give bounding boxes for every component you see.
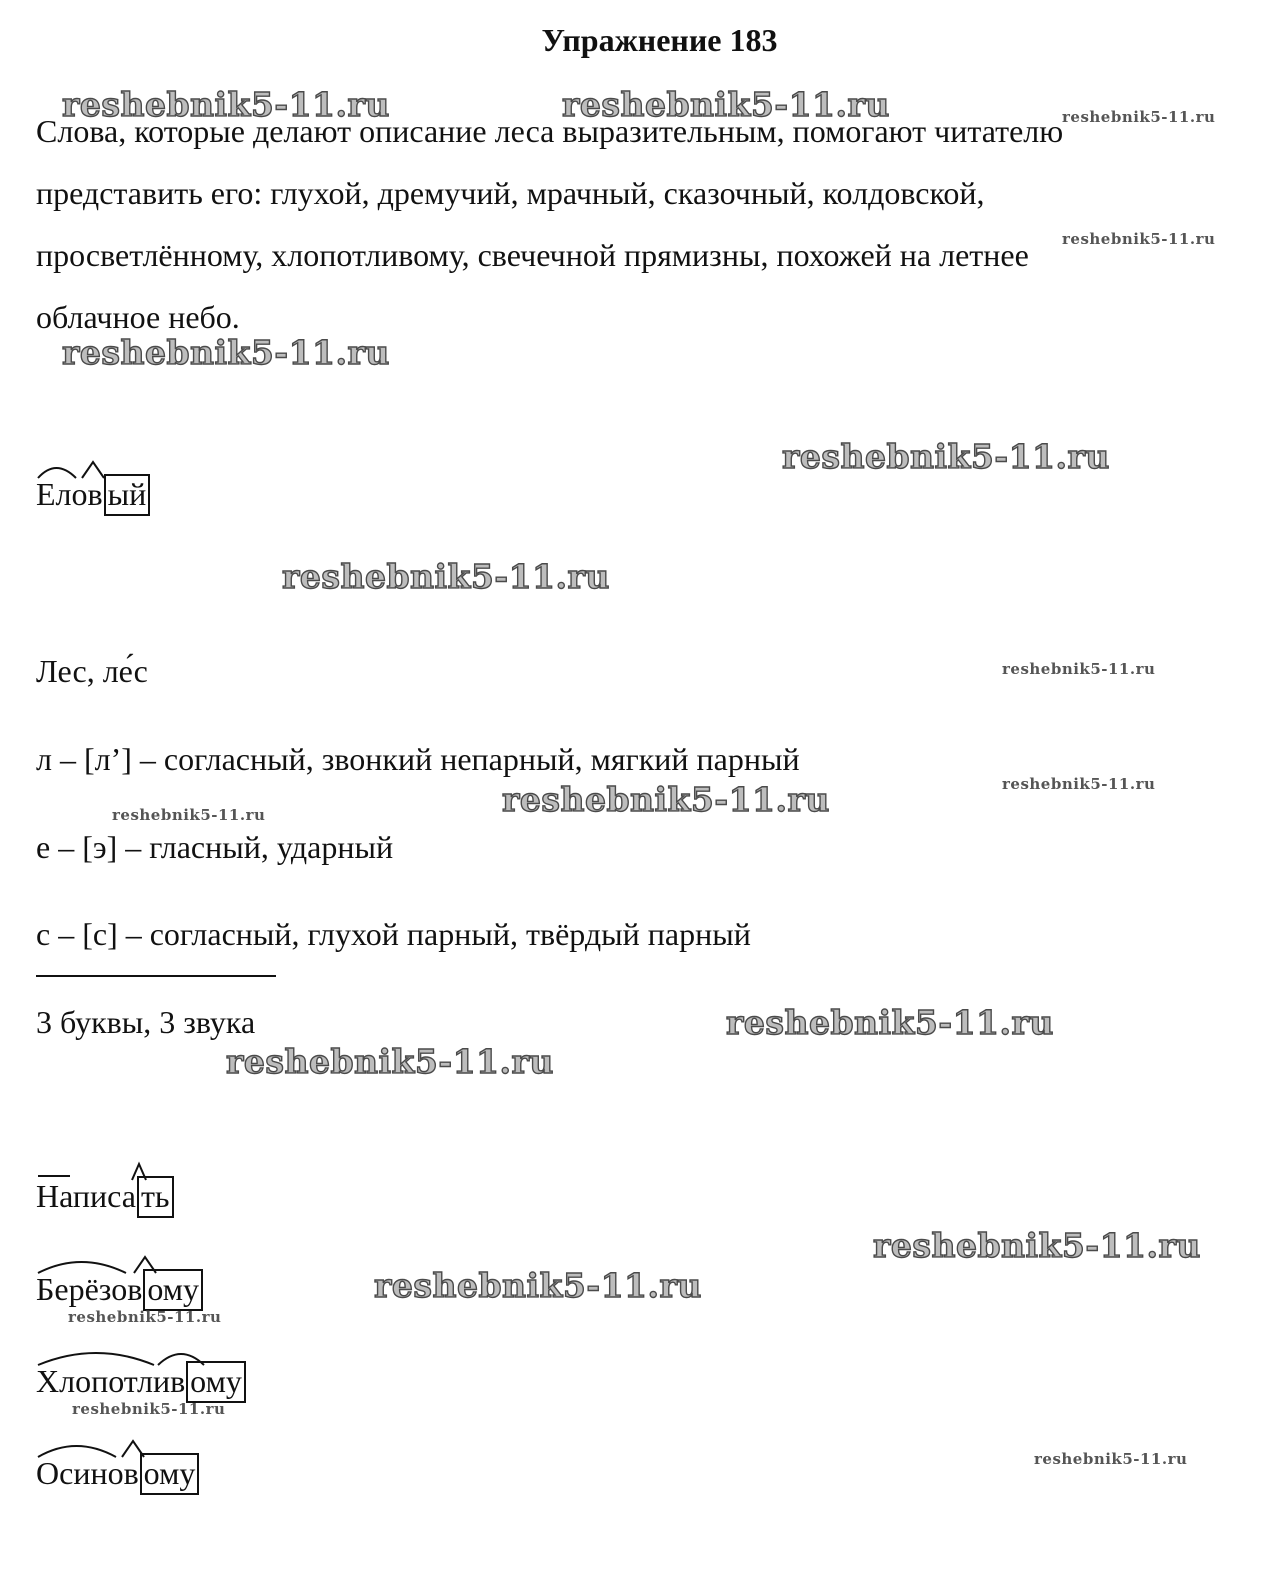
morpheme-word-berezovomu: [36, 1273, 203, 1311]
root-arc-icon: [36, 1435, 156, 1459]
paragraph-line-3: просветлённому, хлопотливому, свечечной прямизны, похожей на летнее: [36, 237, 1029, 273]
word-ending: ому: [186, 1361, 246, 1403]
paragraph-line-1: Слова, которые делают описание леса выразительным, помогают читателю: [36, 113, 1064, 149]
page-title: Упражнение 183: [541, 22, 778, 58]
watermark-text: reshebnik5-11.ru: [1062, 230, 1216, 248]
watermark-text: reshebnik5-11.ru: [374, 1266, 702, 1305]
paragraph-line-2: представить его: глухой, дремучий, мрачный, сказочный, колдовской,: [36, 175, 985, 211]
word-ending: ому: [143, 1269, 203, 1311]
watermark-text: reshebnik5-11.ru: [72, 1400, 226, 1418]
phonetic-header: Лес, ле́с: [36, 653, 148, 689]
watermark-text: reshebnik5-11.ru: [562, 85, 890, 124]
morpheme-word-elovy: [36, 478, 150, 516]
word-ending: ть: [137, 1176, 174, 1218]
watermark-text: reshebnik5-11.ru: [1002, 775, 1156, 793]
watermark-text: reshebnik5-11.ru: [726, 1003, 1054, 1042]
root-suffix-marks-icon: [36, 1158, 156, 1182]
word-stem: Хлопотлив: [36, 1365, 185, 1397]
watermark-text: reshebnik5-11.ru: [112, 806, 266, 824]
watermark-text: reshebnik5-11.ru: [782, 437, 1110, 476]
word-stem: Берёзов: [36, 1273, 142, 1305]
morpheme-word-napisat: [36, 1180, 174, 1218]
word-stem: [36, 478, 103, 510]
paragraph-line-4: облачное небо.: [36, 299, 240, 335]
word-stem: Осинов: [36, 1457, 139, 1489]
word-root: Ело: [36, 476, 88, 512]
watermark-text: reshebnik5-11.ru: [62, 333, 390, 372]
morpheme-word-khlopotlivomu: [36, 1365, 246, 1403]
phonetic-row-l: л – [л’] – согласный, звонкий непарный, мягкий парный: [36, 741, 800, 777]
word-ending: ый: [104, 474, 151, 516]
word-suffix: в: [87, 476, 103, 512]
watermark-text: reshebnik5-11.ru: [62, 85, 390, 124]
watermark-text: reshebnik5-11.ru: [502, 780, 830, 819]
watermark-text: reshebnik5-11.ru: [282, 557, 610, 596]
root-arc-icon: [36, 1251, 166, 1275]
word-stem: Написа: [36, 1180, 136, 1212]
watermark-text: reshebnik5-11.ru: [68, 1308, 222, 1326]
summary-divider: [36, 975, 276, 977]
phonetic-summary: 3 буквы, 3 звука: [36, 1004, 256, 1040]
watermark-text: reshebnik5-11.ru: [873, 1226, 1201, 1265]
root-arc-icon: [36, 456, 116, 480]
watermark-text: reshebnik5-11.ru: [226, 1042, 554, 1081]
root-arc-icon: [36, 1343, 206, 1367]
phonetic-row-s: с – [с] – согласный, глухой парный, твёрдый парный: [36, 916, 751, 952]
word-ending: ому: [140, 1453, 200, 1495]
watermark-text: reshebnik5-11.ru: [1062, 108, 1216, 126]
phonetic-row-e: е – [э] – гласный, ударный: [36, 829, 394, 865]
watermark-text: reshebnik5-11.ru: [1034, 1450, 1188, 1468]
morpheme-word-osinovomu: [36, 1457, 199, 1495]
watermark-text: reshebnik5-11.ru: [1002, 660, 1156, 678]
